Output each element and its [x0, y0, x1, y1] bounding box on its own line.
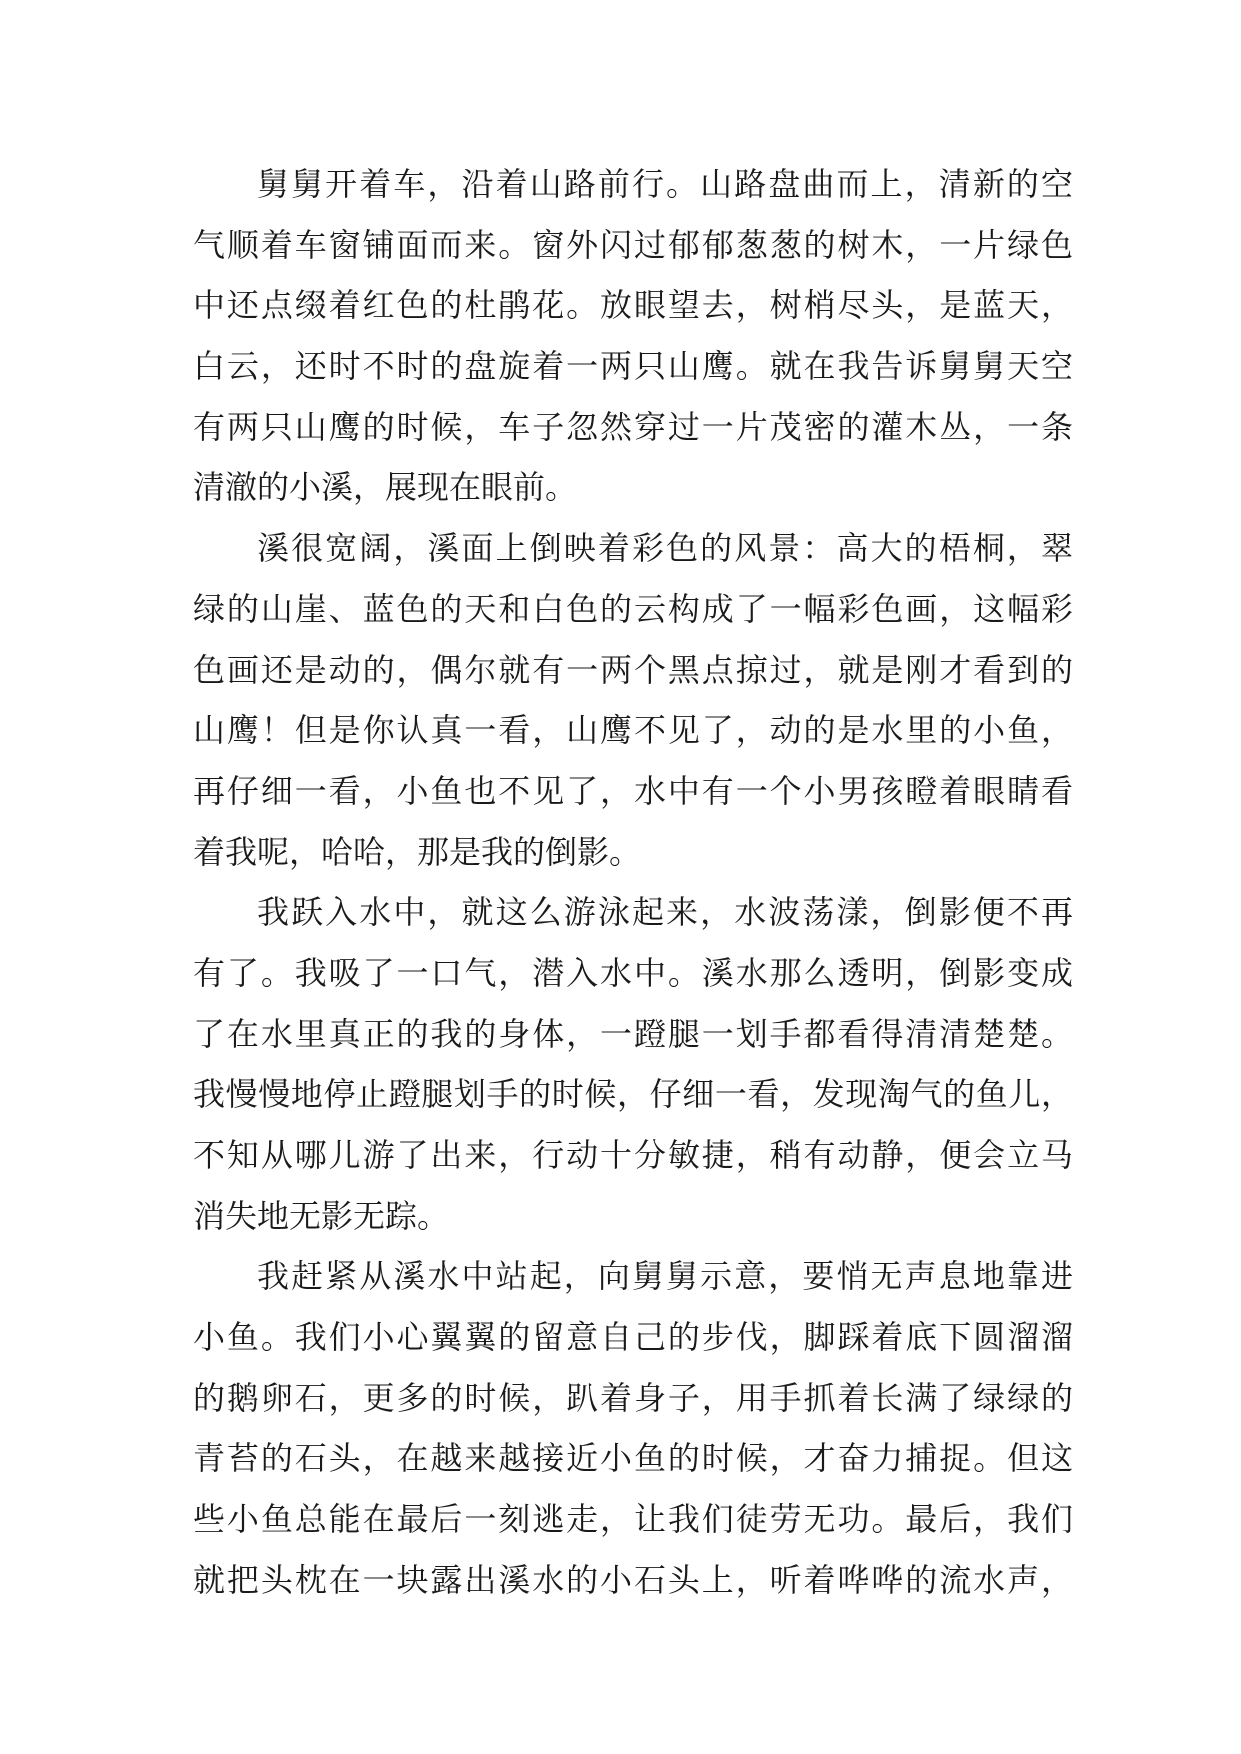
paragraph-line: 我跃入水中，就这么游泳起来，水波荡漾，倒影便不再	[257, 893, 1073, 932]
paragraph-line: 有两只山鹰的时候，车子忽然穿过一片茂密的灌木丛，一条	[193, 407, 1073, 446]
paragraph-line: 消失地无影无踪。	[193, 1196, 450, 1235]
paragraph-1	[193, 154, 1073, 518]
paragraph-line: 些小鱼总能在最后一刻逃走，让我们徒劳无功。最后，我们	[193, 1500, 1073, 1539]
paragraph-line: 不知从哪儿游了出来，行动十分敏捷，稍有动静，便会立马	[193, 1136, 1073, 1174]
paragraph-line: 再仔细一看，小鱼也不见了，水中有一个小男孩瞪着眼睛看	[193, 771, 1073, 810]
paragraph-line: 绿的山崖、蓝色的天和白色的云构成了一幅彩色画，这幅彩	[193, 589, 1073, 628]
paragraph-line: 我赶紧从溪水中站起，向舅舅示意，要悄无声息地靠进	[257, 1257, 1073, 1296]
paragraph-line: 着我呢，哈哈，那是我的倒影。	[193, 832, 642, 871]
paragraph-line: 青苔的石头，在越来越接近小鱼的时候，才奋力捕捉。但这	[193, 1439, 1073, 1478]
paragraph-line: 色画还是动的，偶尔就有一两个黑点掠过，就是刚才看到的	[193, 650, 1073, 689]
paragraph-line: 的鹅卵石，更多的时候，趴着身子，用手抓着长满了绿绿的	[193, 1378, 1073, 1417]
paragraph-line: 有了。我吸了一口气，潜入水中。溪水那么透明，倒影变成	[193, 953, 1073, 992]
paragraph-line: 了在水里真正的我的身体，一蹬腿一划手都看得清清楚楚。	[193, 1014, 1073, 1053]
paragraph-3	[193, 882, 1073, 1246]
paragraph-line: 溪很宽阔，溪面上倒映着彩色的风景：高大的梧桐，翠	[257, 529, 1073, 568]
paragraph-4	[193, 1246, 1073, 1610]
paragraph-line: 舅舅开着车，沿着山路前行。山路盘曲而上，清新的空	[257, 165, 1073, 203]
paragraph-line: 就把头枕在一块露出溪水的小石头上，听着哗哗的流水声，	[193, 1560, 1073, 1599]
essay-body	[193, 154, 1073, 1611]
paragraph-line: 我慢慢地停止蹬腿划手的时候，仔细一看，发现淘气的鱼儿，	[193, 1075, 1073, 1114]
paragraph-line: 气顺着车窗铺面而来。窗外闪过郁郁葱葱的树木，一片绿色	[193, 225, 1073, 264]
paragraph-line: 白云，还时不时的盘旋着一两只山鹰。就在我告诉舅舅天空	[193, 347, 1073, 386]
paragraph-line: 山鹰！但是你认真一看，山鹰不见了，动的是水里的小鱼，	[193, 711, 1073, 750]
paragraph-line: 清澈的小溪，展现在眼前。	[193, 468, 578, 507]
paragraph-line: 中还点缀着红色的杜鹃花。放眼望去，树梢尽头，是蓝天，	[193, 286, 1073, 325]
paragraph-2	[193, 518, 1073, 882]
paragraph-line: 小鱼。我们小心翼翼的留意自己的步伐，脚踩着底下圆溜溜	[193, 1318, 1073, 1357]
